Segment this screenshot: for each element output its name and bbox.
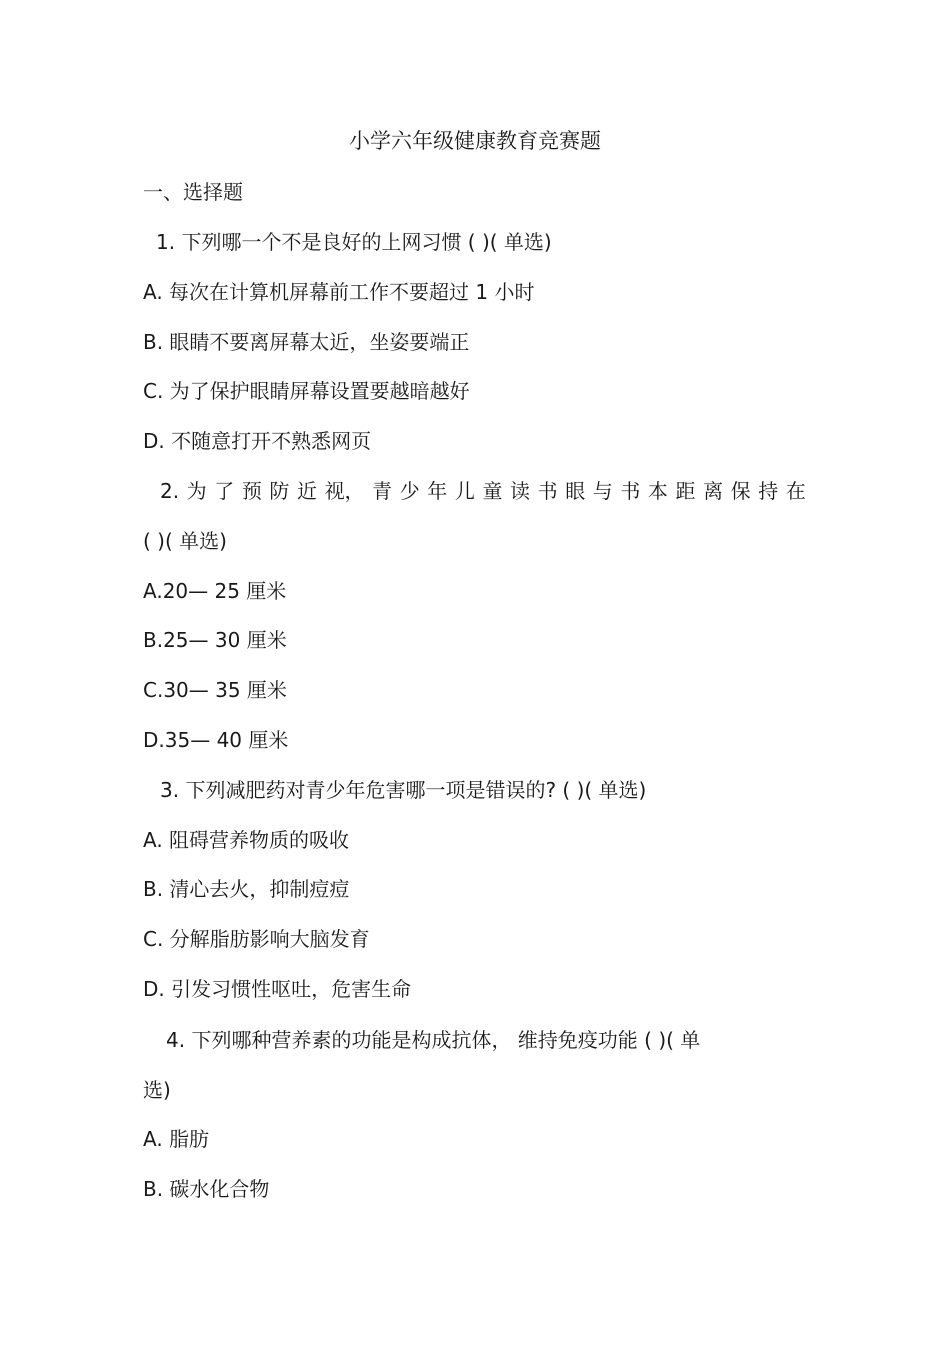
question-2-stem-char: 书 xyxy=(620,479,641,503)
question-2-stem-char: 少 xyxy=(399,479,420,503)
question-1-option-a: A. 每次在计算机屏幕前工作不要超过 1 小时 xyxy=(143,280,535,304)
question-2-stem-char: 年 xyxy=(427,479,448,503)
question-3-option-d: D. 引发习惯性呕吐，危害生命 xyxy=(143,977,412,1001)
question-3-option-a: A. 阻碍营养物质的吸收 xyxy=(143,828,350,852)
question-2-option-d: D.35— 40 厘米 xyxy=(143,728,289,752)
question-2-stem-char: 近 xyxy=(296,479,317,503)
question-4-option-b: B. 碳水化合物 xyxy=(143,1177,270,1201)
question-2-stem-char: 视， xyxy=(324,479,365,503)
question-2-stem-char: 本 xyxy=(647,479,668,503)
question-2-stem-char: 青 xyxy=(372,479,393,503)
question-2-stem xyxy=(160,478,806,504)
question-3-option-c: C. 分解脂肪影响大脑发育 xyxy=(143,927,370,951)
question-2-stem-char: 眼 xyxy=(565,479,586,503)
question-1-stem: 1. 下列哪一个不是良好的上网习惯 ( )( 单选) xyxy=(156,230,552,254)
question-2-stem-char: 2. xyxy=(160,479,180,503)
question-4-option-a: A. 脂肪 xyxy=(143,1127,210,1151)
question-3-option-b: B. 清心去火，抑制痘痘 xyxy=(143,877,350,901)
question-2-stem-char: 儿 xyxy=(454,479,475,503)
question-2-stem-char: 防 xyxy=(269,479,290,503)
question-2-stem-char: 持 xyxy=(758,479,779,503)
question-2-stem-char: 书 xyxy=(537,479,558,503)
question-2-stem-char: 保 xyxy=(730,479,751,503)
question-2-stem-continued: ( )( 单选) xyxy=(143,529,227,553)
question-2-option-c: C.30— 35 厘米 xyxy=(143,678,287,702)
question-2-stem-char: 距 xyxy=(675,479,696,503)
question-2-stem-char: 与 xyxy=(592,479,613,503)
question-2-stem-char: 读 xyxy=(510,479,531,503)
question-2-stem-char: 了 xyxy=(214,479,235,503)
question-4-stem-continued: 选) xyxy=(143,1078,171,1102)
section-heading: 一、选择题 xyxy=(143,180,243,204)
question-2-stem-char: 为 xyxy=(186,479,207,503)
question-2-stem-char: 童 xyxy=(482,479,503,503)
question-4-stem: 4. 下列哪种营养素的功能是构成抗体， 维持免疫功能 ( )( 单 xyxy=(166,1028,701,1052)
question-1-option-c: C. 为了保护眼睛屏幕设置要越暗越好 xyxy=(143,379,470,403)
question-2-option-a: A.20— 25 厘米 xyxy=(143,579,287,603)
question-2-stem-char: 离 xyxy=(703,479,724,503)
question-2-option-b: B.25— 30 厘米 xyxy=(143,628,287,652)
document-title: 小学六年级健康教育竞赛题 xyxy=(349,129,601,153)
question-3-stem: 3. 下列减肥药对青少年危害哪一项是错误的? ( )( 单选) xyxy=(160,778,647,802)
question-2-stem-char: 预 xyxy=(241,479,262,503)
question-2-stem-char: 在 xyxy=(785,479,806,503)
question-1-option-b: B. 眼睛不要离屏幕太近，坐姿要端正 xyxy=(143,330,470,354)
question-1-option-d: D. 不随意打开不熟悉网页 xyxy=(143,429,372,453)
